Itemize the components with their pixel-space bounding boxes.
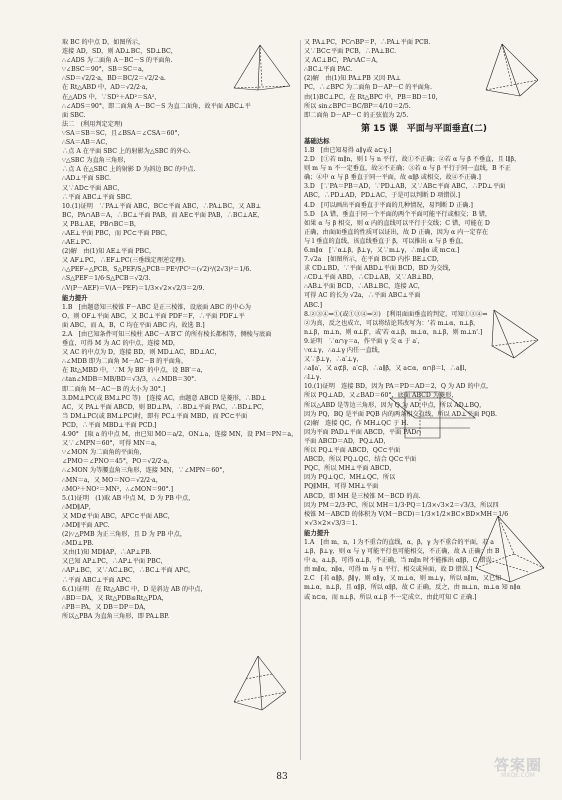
text-line: PC，∴∠BPC 为二面角 D－AP－C 的平面角. <box>304 84 432 92</box>
text-line: ∴BD＝DA，又 Rt△PDB≌Rt△PDA， <box>62 594 168 602</box>
text-line: PCD，∴平面 MBD⊥平面 PCD.] <box>62 421 157 429</box>
text-line: 因为 PQ，BQ 是平面 PQB 内的两条相交直线，所以 AD⊥平面 PQB. <box>304 410 497 418</box>
text-line: 2.A [由已知条件可知三棱柱 ABC－A′B′C′ 的所有棱长都相等，侧棱与底面 <box>62 331 272 338</box>
text-line: 由(1)BC⊥PC，在 Rt△BPC 中，PB＝BD＝10， <box>304 93 442 101</box>
text-line: 因为 PQ⊥QC，MH⊥QC，所以 <box>304 474 396 482</box>
text-line: ∴∠ADS＝90°，即二面角 A－BC－S 为直二面角，故平面 ABC⊥平 <box>62 102 251 110</box>
text-line: 棱锥 M－ABCD 的体积为 V(M－BCD)＝1/3×1/2×BC×BD×MH＝1/6 <box>304 510 509 518</box>
lesson-title: 第 15 课 平面与平面垂直(二) <box>360 123 488 134</box>
watermark-logo: 答案圈 <box>493 756 542 774</box>
text-line: ×√3×2×√3/3＝1. <box>304 519 358 527</box>
text-line: 当 DM⊥PC(或 BM⊥PC)时，即有 PC⊥平面 MBD，而 PC⊂平面 <box>62 412 248 420</box>
text-line: 2.D [①若 m∥n，则 l 与 n 平行，故①不正确；②若 α 与 β 不垂直，且 l∥β， <box>304 156 521 164</box>
pyramid-figure-q10 <box>470 512 550 586</box>
text-line: ∴平面 ABC⊥平面 APC. <box>62 576 132 584</box>
text-line: 垂直，可得 M 为 AC 的中点，连接 MD， <box>62 340 180 348</box>
text-line: 或 n⊂α，而 n⊥β，所以 α⊥β 不一定成立，由此可知 C 正确.] <box>304 593 477 601</box>
text-line: 即二面角 D－AP－C 的正弦值为 2/5. <box>304 111 409 119</box>
text-line: O，则 OF⊥平面 ABC，又 BC⊥平面 PDF＝F，∴平面 PDF⊥平 <box>62 312 245 320</box>
text-line: 在△ADS 中，∵SD²＋AD²＝SA²， <box>62 93 161 101</box>
text-line: (2)解 由(1)知 AE⊥平面 PBC， <box>62 248 156 256</box>
left-column <box>62 38 302 621</box>
text-line: 5.D [A 错，垂直于同一个平面的两个平面可能平行或相交；B 错， <box>304 210 492 218</box>
text-line: 4.90° [取 a 的中点 M，由已知 MO＝a/2，ON⊥a，连接 MN，设 PM＝PN＝a， <box>62 431 298 439</box>
text-line: 因为平面 PAD⊥平面 ABCD，平面 PAD∩ <box>304 428 422 436</box>
text-line: 中 a，a⊥β，可得 α⊥β，不正确，当 m∥n 时不能推出 α∥β，C 错误； <box>304 557 498 565</box>
text-line: 则 m 与 n 不一定垂直，故②不正确；③若 α 与 β 平行于同一直线，B 不正 <box>304 165 511 173</box>
text-line: ∴BC⊥平面 PAC. <box>304 66 353 74</box>
planes-figure-q9 <box>380 388 490 444</box>
text-line: 4.D [可以画出平面垂直于平面的几种情况，易判断 D 正确.] <box>304 201 473 209</box>
text-line: 又 PB⊥AE，PB∩BC＝B， <box>62 220 141 228</box>
text-line: ∠PMO＝∠PNO＝45°，PO＝√2/2·a， <box>62 458 174 466</box>
text-line: 又 PA⊥PC，PC∩BP＝P，∴PA⊥平面 PCB. <box>304 39 431 46</box>
text-line: 9.证明 ∵α∩γ＝a，作平面 γ 交 α 于 a′， <box>304 337 424 345</box>
text-line: ∴MD⊥PB. <box>62 540 94 548</box>
watermark-site: MXQE.COM <box>501 772 535 779</box>
text-line: ∵SA＝SB＝SC，且∠BSA＝∠CSA＝60°， <box>62 129 184 137</box>
text-line: ∵△SBC 为直角三角形， <box>62 157 130 165</box>
text-line: ∴∠MDB 即为二面角 M－AC－B 的平面角， <box>62 358 188 366</box>
text-line: ABC.] <box>304 301 323 309</box>
text-line: 因为 PM＝2/3·PC，所以 MH＝1/3·PQ＝1/3×√3×2＝√3/3，所以四 <box>304 501 499 509</box>
text-line: 1.B [由已知易得 a∥γ或 a⊂γ.] <box>304 146 392 154</box>
text-line: 确；④中 α 与 β 垂直于同一平面，故 α∥β 或相交，故④不正确.] <box>304 174 481 182</box>
text-line: 法二 (利用判定定理) <box>62 120 123 128</box>
text-line: 所以 sin∠BPC＝BC/BP＝4/10＝2/5. <box>304 102 411 110</box>
text-line: 所以△PBA 为直角三角形，即 PA⊥BP. <box>62 612 170 620</box>
text-line: 与 l 垂直的直线，该直线垂直于 β，可以推出 α 与 β 垂直， <box>304 237 468 245</box>
text-line: ②为真，反之也成立，可以将结论其改写为：'若 m⊥α，n⊥β， <box>304 319 480 327</box>
text-line: 又 MD⊄平面 ABC，APC⊂平面 ABC， <box>62 512 174 520</box>
text-line: 所以 PQ⊥平面 ABCD，QC⊂平面 <box>304 447 401 455</box>
text-line: ∴AE⊥PC. <box>62 239 92 247</box>
text-line: 平面 ABCD＝AD，PQ⊥AD， <box>304 437 390 445</box>
text-line: 3.DM⊥PC(或 BM⊥PC 等) [连接 AC，由题意 ABCD 是菱形，∴BD⊥ <box>62 394 267 402</box>
text-line: ∴MN＝a，又 MO＝NO＝√2/2·a， <box>62 476 162 484</box>
text-line: 又由(1)知 MD∥AP，∴AP⊥PB. <box>62 549 152 557</box>
text-line: 3.D [∵PA＝PB＝AD，∵PD⊥AB，又∵AB⊂平面 ABC，∴PD⊥平面 <box>304 183 506 191</box>
text-line: 取 BC 的中点 D，如图所示， <box>62 39 145 46</box>
text-line: 又已知 AP⊥PC，∴AP⊥平面 PBC， <box>62 558 167 566</box>
text-line: ∴点 A 在△SBC 上的射影 D 为斜边 BC 的中点. <box>62 166 196 174</box>
text-line: (2)∵△PMB 为正三角形，且 D 为 PB 中点， <box>62 531 187 539</box>
text-line: AC，又 PA⊥平面 ABCD，则 BD⊥PA，∴BD⊥平面 PAC，∴BD⊥PC， <box>62 403 268 411</box>
text-line: ABC，∴PD⊥AD，PD⊥AC，于是可以判断 D 项错误.] <box>304 192 461 200</box>
text-line: ∴AP⊥BC，又∵AC⊥BC，∴BC⊥平面 APC， <box>62 567 195 575</box>
text-line: 所以△ABD 是等边三角形，因为 Q 为 AD 中点，所以 AD⊥BQ， <box>304 401 486 409</box>
text-line: 求 CD⊥BD，∵平面 ABD⊥平面 BCD，BD 为交线， <box>304 265 455 273</box>
text-line: ⊥β，β⊥γ，则 α 与 γ 可能平行也可能相交，不正确，故 A 正确；由 B <box>304 548 500 556</box>
text-line: 6.(1)证明 在 Rt△ABC 中，D 是斜边 AB 的中点， <box>62 585 207 593</box>
text-line: 1.B [由题意知三棱锥 F－ABC 是正三棱锥，设底面 ABC 的中心为 <box>62 303 251 311</box>
text-line: ∴点 A 在平面 SBC 上的射影为△SBC 的外心. <box>62 148 191 156</box>
text-line: ∵α⊥γ，∴a⊥γ 内任一直线， <box>304 347 385 354</box>
text-line: ∴∠MON 为等腰直角三角形，连接 MN，∵∠MPN＝60°， <box>62 467 229 475</box>
text-line: n⊥β，m⊥n，则 α⊥β'，或'若 α⊥β，m⊥α，n⊥β，则 m⊥n'.] <box>304 328 483 336</box>
text-line: 10.(1)证明 连接 BD，因为 PA＝PD＝AD＝2，Q 为 AD 的中点， <box>304 383 493 391</box>
text-line: ∴MO²＋NO²＝MN²，∴∠MON＝90°.] <box>62 485 174 493</box>
text-line: ∴AE⊥平面 PBC，而 PC⊂平面 PBC， <box>62 229 172 237</box>
text-line: 又 AF⊥PC，∴EF⊥PC(三垂线定理逆定理). <box>62 257 186 265</box>
text-line: ∴MD∥AP， <box>62 503 95 511</box>
text-line: ABCD，所以 PQ⊥QC，结合 QC⊂平面 <box>304 456 417 464</box>
text-line: 2.C [若 α∥β，β∥γ，则 α∥γ，又 m⊥α，则 m⊥γ，所以 n∥m，又已知 <box>304 575 502 583</box>
section-heading: 能力提升 <box>62 293 88 302</box>
text-line: 在 Rt△MBD 中，∵M 为 BB′ 的中点，设 BB′＝a， <box>62 367 207 375</box>
text-line: ∴MD∥平面 APC. <box>62 521 110 529</box>
text-line: 又∵∠MPN＝60°，可得 MN＝a， <box>62 440 161 448</box>
text-line: 又∵BC⊂平面 PCB，∴PA⊥BC. <box>304 48 397 56</box>
text-line: ∴PB＝PA，又 DB＝DP＝DA， <box>62 603 150 611</box>
text-line: 10.(1)证明 ∵PA⊥平面 ABC，BC⊂平面 ABC，∴PA⊥BC，又 AB⊥ <box>62 202 262 210</box>
text-line: ∴V(P－AEF)＝V(A－PEF)＝1/3×√2×√2/3＝2/9. <box>62 284 205 292</box>
text-line: ∴a∥a′，又 a⊄β，a′⊂β，∴a∥β，又 a⊂α，α∩β＝l，∴a∥l， <box>304 365 471 373</box>
text-line: 又 AC⊥BC，PA∩AC＝A， <box>304 57 383 65</box>
text-line: PQC，所以 MH⊥平面 ABCD， <box>304 465 396 473</box>
text-line: ∵∠MON 为二面角的平面角， <box>62 449 146 457</box>
text-line: 可得 AC 的长为 √2a，∴平面 ABC⊥平面 <box>304 292 421 300</box>
text-line: m⊥α，n⊥β，且 α∥β，所以 α∥β，故 C 正确，反之，由 m⊥n，m⊥α 知 n∥α <box>304 584 521 592</box>
text-line: 又∵AD⊂平面 ABC， <box>62 184 124 192</box>
pyramid-figure-pabc <box>480 40 544 100</box>
text-line: 又∵β⊥γ，∴a′⊥γ， <box>304 356 363 364</box>
text-line: 1.A [由 m，n，l 为不重合的直线，α，β，γ 为不重合的平面，若 a <box>304 538 494 546</box>
text-line: 8.②③④⇒①(或①③④⇒②) [利用面面垂直的判定，可知①③④⇒ <box>304 310 488 318</box>
tetrahedron-figure-sabc <box>230 42 296 94</box>
text-line: ∴S△PEF＝1/6·S△PCB＝√2/3. <box>62 275 151 283</box>
text-line: 在 Rt△ABD 中，AD＝√2/2·a， <box>62 84 152 92</box>
column-divider <box>300 40 301 760</box>
text-line: ABCD，即 MH 是三棱锥 M－BCD 的高. <box>304 492 421 500</box>
text-line: ∴l⊥γ. <box>304 374 322 382</box>
text-line: 面 ABC，而 A，B，C 均在平面 ABC 内，故选 B.] <box>62 321 205 329</box>
text-line: 面 SBC. <box>62 111 86 119</box>
text-line: 又 AC 的中点为 D，连接 BD，则 MD⊥AC，BD⊥AC， <box>62 349 221 357</box>
text-line: 正确，由面面垂直的性质可以证出，故 D 正确，因为 α 内一定存在 <box>304 228 489 236</box>
text-line: 所以 PQ⊥AD，又∠BAD＝60°，底面 ABCD 为菱形， <box>304 392 458 400</box>
text-line: 如果 α 与 β 相交，则 α 内的直线可以平行于交线；C 错，可能在 D <box>304 219 490 227</box>
text-line: ∴∠ADS 为二面角 A－BC－S 的平面角. <box>62 57 173 65</box>
text-line: 7.√2a [如图所示，在平面 BCD 内作 BE⊥CD， <box>304 256 443 264</box>
text-line: (2)解 连接 QC，作 MH⊥QC 于 H. <box>304 419 409 427</box>
page-number: 83 <box>276 772 288 782</box>
text-line: ∴AD⊥平面 SBC. <box>62 175 111 183</box>
text-line: PQ∥MH，可得 MH⊥平面 <box>304 483 379 491</box>
pyramid-figure-q5 <box>228 652 292 714</box>
text-line: 由 m∥α，n∥α，可得 m 与 n 平行、相交或异面，故 D 错误.] <box>304 566 473 574</box>
text-line: 连接 AD，SD，则 AD⊥BC，SD⊥BC， <box>62 48 177 56</box>
text-line: 即二面角 M－AC－B 的大小为 30°.] <box>62 385 166 393</box>
section-heading: 能力提升 <box>304 528 330 537</box>
text-line: ∴AB⊥平面 BCD，∴AB⊥BC，连接 AC， <box>304 283 424 291</box>
text-line: 5.(1)证明 (1)取 AB 中点 M，D 为 PB 中点， <box>62 494 195 502</box>
text-line: (2)解 由(1)知 PA⊥PB 又因 PA⊥ <box>304 75 402 83</box>
text-line: ∴SD＝√2/2·a，BD＝BC/2＝√2/2·a. <box>62 75 166 83</box>
text-line: ∵∠BSC＝90°，SB＝SC＝a， <box>62 66 148 74</box>
text-line: 6.m∥α [∵α⊥β，β⊥γ，又∵m⊥γ，∴m∥α 或 m⊂α.] <box>304 246 460 254</box>
text-line: ∴△PEF∽△PCB，S△PEF/S△PCB＝PE²/PC²＝(√2)²/(2√3)²＝1/6. <box>62 266 252 274</box>
text-line: BC，PA∩AB＝A，∴BC⊥平面 PAB，而 AE⊂平面 PAB，∴BC⊥AE， <box>62 211 264 219</box>
tetrahedron-figure-q7 <box>486 306 544 362</box>
section-heading: 基础达标 <box>304 136 330 145</box>
text-line: ∴平面 ABC⊥平面 SBC. <box>62 193 132 201</box>
text-line: ∴SA＝AB＝AC， <box>62 139 112 147</box>
text-line: ∴CD⊥平面 ABD，∴CD⊥AB，又∵AB⊥BD， <box>304 274 438 282</box>
text-line: ∴tan∠MDB＝MB/BD＝√3/3，∴∠MDB＝30°. <box>62 376 197 384</box>
